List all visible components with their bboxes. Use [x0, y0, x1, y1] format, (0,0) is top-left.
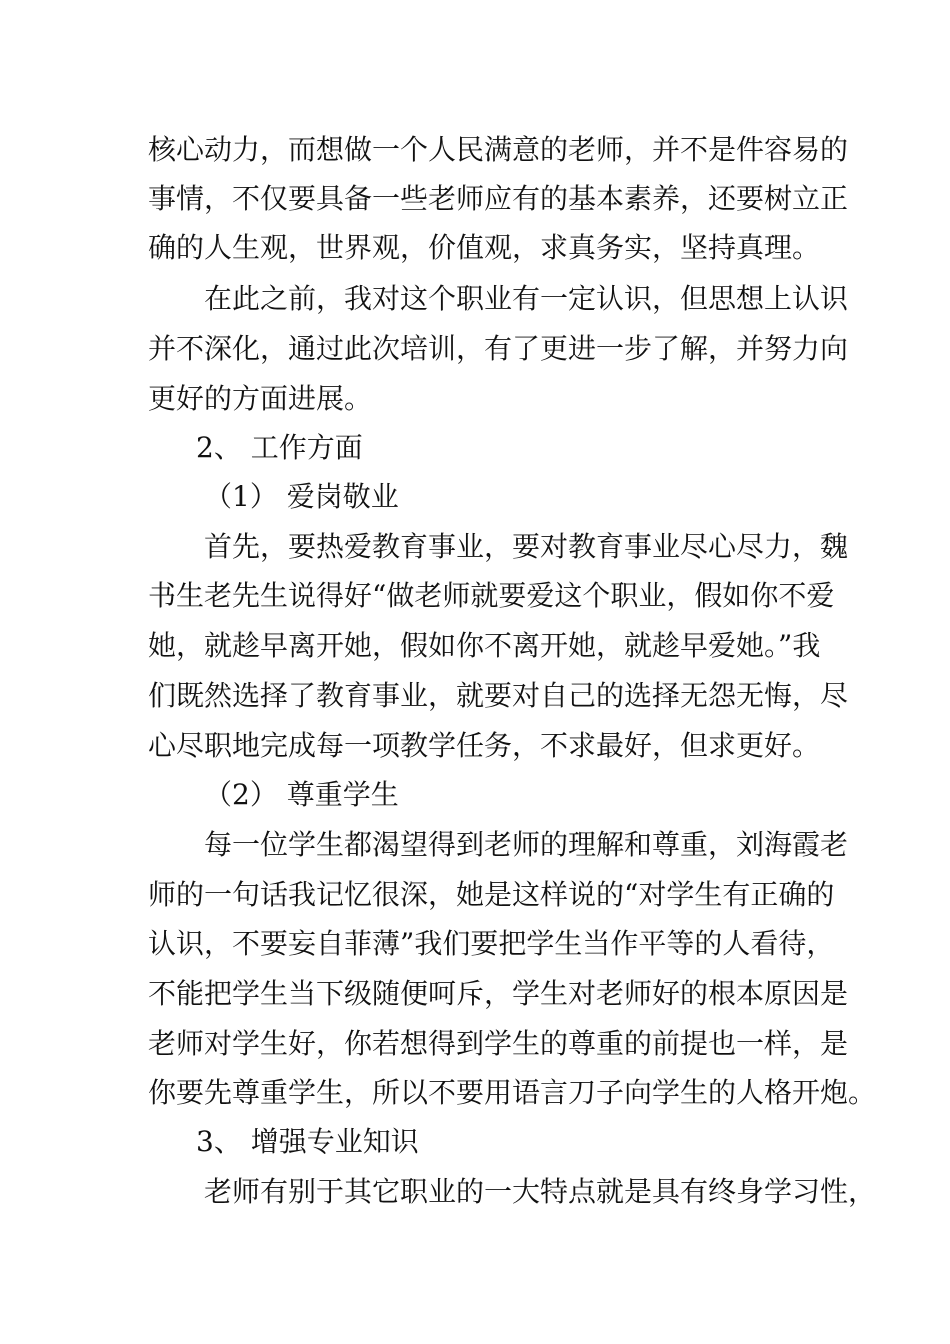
paragraph-line: 确的人生观，世界观，价值观，求真务实，坚持真理。 [148, 231, 821, 264]
subsection-heading: （1） 爱岗敬业 [204, 480, 399, 513]
section-heading: 3、 增强专业知识 [196, 1125, 419, 1158]
paragraph-line: 不能把学生当下级随便呵斥，学生对老师好的根本原因是 [148, 977, 849, 1010]
subsection-heading: （2） 尊重学生 [204, 778, 399, 811]
paragraph-line: 认识，不要妄自菲薄”我们要把学生当作平等的人看待， [148, 927, 835, 960]
paragraph-line: 核心动力，而想做一个人民满意的老师，并不是件容易的 [148, 133, 849, 166]
paragraph-line: 在此之前，我对这个职业有一定认识，但思想上认识 [204, 282, 849, 315]
paragraph-line: 更好的方面进展。 [148, 382, 373, 415]
paragraph-line: 事情，不仅要具备一些老师应有的基本素养，还要树立正 [148, 182, 849, 215]
paragraph-line: 书生老先生说得好“做老师就要爱这个职业，假如你不爱 [148, 579, 835, 612]
paragraph-line: 她，就趁早离开她，假如你不离开她，就趁早爱她。”我 [148, 629, 821, 662]
paragraph-line: 老师有别于其它职业的一大特点就是具有终身学习性， [204, 1175, 877, 1208]
section-heading: 2、 工作方面 [196, 431, 363, 464]
paragraph-line: 师的一句话我记忆很深，她是这样说的“对学生有正确的 [148, 878, 835, 911]
paragraph-line: 并不深化，通过此次培训，有了更进一步了解，并努力向 [148, 332, 849, 365]
paragraph-line: 老师对学生好，你若想得到学生的尊重的前提也一样，是 [148, 1027, 849, 1060]
paragraph-line: 心尽职地完成每一项教学任务，不求最好，但求更好。 [148, 729, 821, 762]
paragraph-line: 首先，要热爱教育事业，要对教育事业尽心尽力，魏 [204, 530, 849, 563]
paragraph-line: 们既然选择了教育事业，就要对自己的选择无怨无悔，尽 [148, 679, 849, 712]
paragraph-line: 你要先尊重学生，所以不要用语言刀子向学生的人格开炮。 [148, 1076, 877, 1109]
paragraph-line: 每一位学生都渴望得到老师的理解和尊重，刘海霞老 [204, 828, 849, 861]
